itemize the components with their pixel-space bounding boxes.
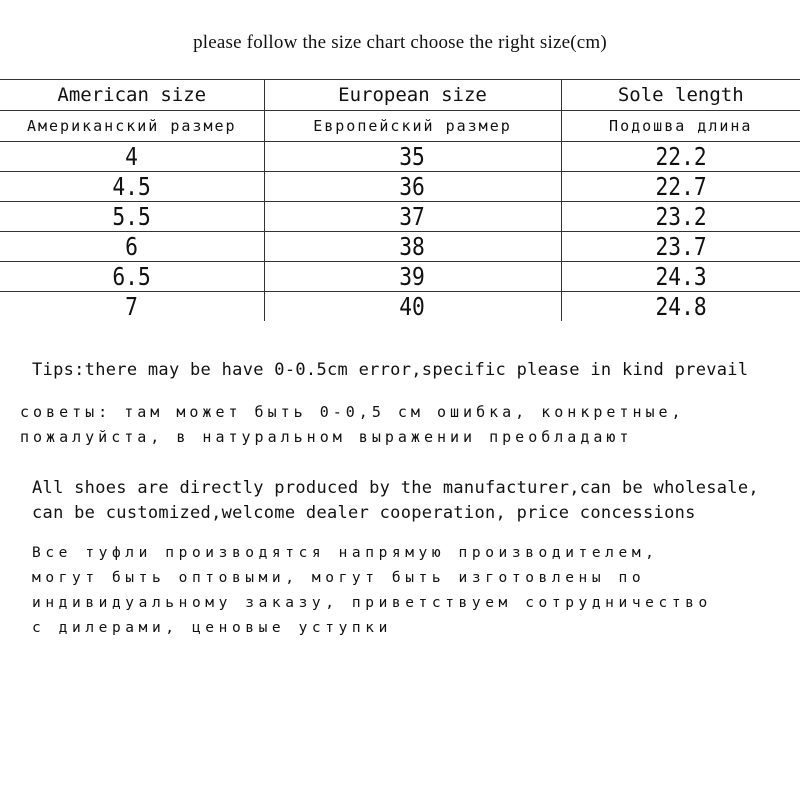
european-size-cell: 39 (264, 262, 561, 292)
tips-russian-line: пожалуйста, в натуральном выражении преобладают (20, 428, 633, 446)
page-title: please follow the size chart choose the right size(cm) (193, 32, 607, 53)
header-american-size: American size (0, 80, 264, 111)
shoes-note-english-line: can be customized,welcome dealer cooperation, price concessions (32, 503, 696, 523)
shoes-note-russian-line: Все туфли производятся напрямую производителем, (32, 545, 659, 561)
american-size-cell: 4 (0, 142, 264, 172)
sole-length-cell: 24.8 (561, 292, 800, 322)
tips-russian (20, 400, 800, 450)
size-chart-table (0, 79, 800, 321)
header-american-size-ru: Американский размер (0, 111, 264, 142)
american-size-cell: 4.5 (0, 172, 264, 202)
header-european-size: European size (264, 80, 561, 111)
european-size-cell: 36 (264, 172, 561, 202)
table-row (0, 232, 800, 262)
sole-length-cell: 22.2 (561, 142, 800, 172)
shoes-note-english (32, 476, 800, 526)
table-row (0, 202, 800, 232)
european-size-cell: 37 (264, 202, 561, 232)
tips-english: Tips:there may be have 0-0.5cm error,specific please in kind prevail (32, 360, 749, 380)
sole-length-cell: 23.7 (561, 232, 800, 262)
sole-length-cell: 23.2 (561, 202, 800, 232)
shoes-note-russian (32, 541, 800, 641)
table-header-row-en (0, 80, 800, 111)
tips-russian-line: советы: там может быть 0-0,5 см ошибка, конкретные, (20, 403, 685, 421)
european-size-cell: 38 (264, 232, 561, 262)
sole-length-cell: 22.7 (561, 172, 800, 202)
american-size-cell: 7 (0, 292, 264, 322)
header-sole-length-ru: Подошва длина (561, 111, 800, 142)
european-size-cell: 35 (264, 142, 561, 172)
shoes-note-russian-line: с дилерами, ценовые уступки (32, 620, 392, 636)
american-size-cell: 6.5 (0, 262, 264, 292)
table-header-row-ru (0, 111, 800, 142)
american-size-cell: 6 (0, 232, 264, 262)
table-row (0, 142, 800, 172)
american-size-cell: 5.5 (0, 202, 264, 232)
shoes-note-russian-line: могут быть оптовыми, могут быть изготовлены по (32, 570, 646, 586)
european-size-cell: 40 (264, 292, 561, 322)
header-european-size-ru: Европейский размер (264, 111, 561, 142)
header-sole-length: Sole length (561, 80, 800, 111)
table-row (0, 292, 800, 322)
table-row (0, 262, 800, 292)
table-row (0, 172, 800, 202)
sole-length-cell: 24.3 (561, 262, 800, 292)
shoes-note-english-line: All shoes are directly produced by the manufacturer,can be wholesale, (32, 478, 759, 498)
shoes-note-russian-line: индивидуальному заказу, приветствуем сотрудничество (32, 595, 712, 611)
